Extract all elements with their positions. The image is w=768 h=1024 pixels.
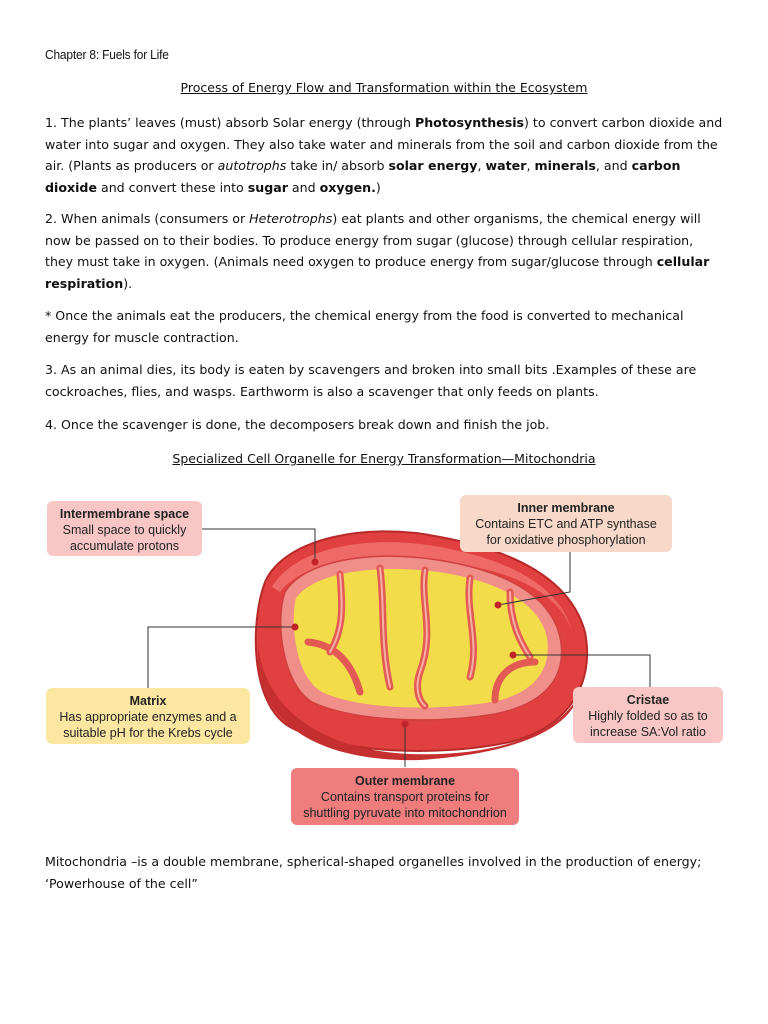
mitochondria-diagram [40,492,730,832]
label-outer-membrane: Outer membrane Contains transport proteins for shuttling pyruvate into mitochondrion [291,768,519,825]
paragraph-2: 2. When animals (consumers or Heterotrophs) eat plants and other organisms, the chemical energy will now be passed on to their bodies. To produce energy from sugar (glucose) through cellular respiration, they must take in oxygen. (Animals need oxygen to produce energy from sugar/glucose through cellular respiration). [45,211,710,291]
label-intermembrane-space: Intermembrane space Small space to quickly accumulate protons [47,501,202,556]
chapter-title: Chapter 8: Fuels for Life [45,47,169,62]
paragraph-note: * Once the animals eat the producers, the chemical energy from the food is converted to mechanical energy for muscle contraction. [45,308,684,345]
mitochondria-definition: Mitochondria –is a double membrane, spherical-shaped organelles involved in the production of energy; ‘Powerhouse of the cell” [45,854,702,891]
section-heading-mitochondria: Specialized Cell Organelle for Energy Transformation—Mitochondria [172,451,596,466]
paragraph-3: 3. As an animal dies, its body is eaten by scavengers and broken into small bits .Examples of these are cockroaches, flies, and wasps. Earthworm is also a scavenger that only feeds on plants. [45,362,697,399]
label-matrix: Matrix Has appropriate enzymes and a suitable pH for the Krebs cycle [46,688,250,744]
paragraph-1: 1. The plants’ leaves (must) absorb Solar energy (through Photosynthesis) to convert carbon dioxide and water into sugar and oxygen. They also take water and minerals from the soil and carbon dioxide from the air. (Plants as producers or autotrophs take in/ absorb solar energy, water, minerals, and carbon dioxide and convert these into sugar and oxygen.) [45,115,723,195]
paragraph-4: 4. Once the scavenger is done, the decomposers break down and finish the job. [45,417,550,432]
label-cristae: Cristae Highly folded so as to increase SA:Vol ratio [573,687,723,743]
section-heading-energy-flow: Process of Energy Flow and Transformation within the Ecosystem [180,80,588,95]
label-inner-membrane: Inner membrane Contains ETC and ATP synthase for oxidative phosphorylation [460,495,672,552]
